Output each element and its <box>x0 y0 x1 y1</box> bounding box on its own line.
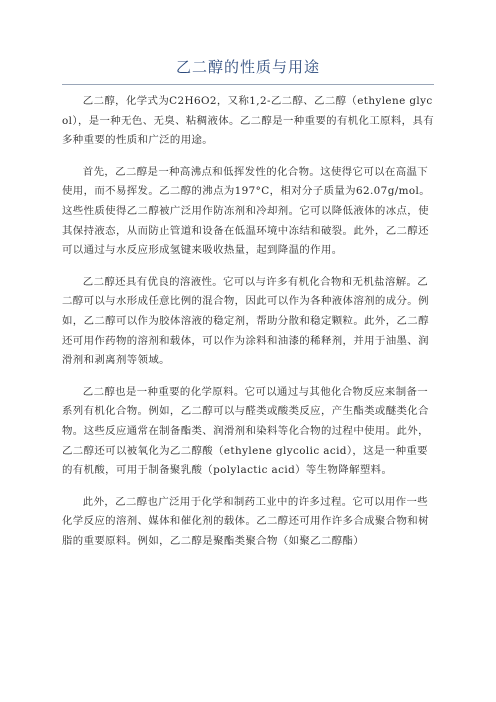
paragraph-3: 乙二醇还具有优良的溶液性。它可以与许多有机化合物和无机盐溶解。乙二醇可以与水形成任意比例的混合物，因此可以作为各种液体溶剂的成分。例如，乙二醇可以作为胶体溶液的稳定剂，帮助分散和稳定颗粒。此外，乙二醇还可用作药物的溶剂和载体，可以作为涂料和油漆的稀释剂，并用于油墨、润滑剂和剥离剂等领域。 <box>62 275 429 367</box>
title-divider <box>62 84 434 85</box>
paragraph-4: 乙二醇也是一种重要的化学原料。它可以通过与其他化合物反应来制备一系列有机化合物。例如，乙二醇可以与醛类或酸类反应，产生酯类或醚类化合物。这些反应通常在制备酯类、润滑剂和染料等化合物的过程中使用。此外，乙二醇还可以被氧化为乙二醇酸（ethylene glycolic acid），这是一种重要的有机酸，可用于制备聚乳酸（polylactic acid）等生物降解塑料。 <box>62 385 429 477</box>
paragraph-5: 此外，乙二醇也广泛用于化学和制药工业中的许多过程。它可以用作一些化学反应的溶剂、媒体和催化剂的载体。乙二醇还可用作许多合成聚合物和树脂的重要原料。例如，乙二醇是聚酯类聚合物（如聚乙二醇酯） <box>62 495 429 548</box>
paragraph-2: 首先，乙二醇是一种高沸点和低挥发性的化合物。这使得它可以在高温下使用，而不易挥发。乙二醇的沸点为197°C，相对分子质量为62.07g/mol。这些性质使得乙二醇被广泛用作防冻剂和冷却剂。它可以降低液体的冰点，使其保持液态，从而防止管道和设备在低温环境中冻结和破裂。此外，乙二醇还可以通过与水反应形成氢键来吸收热量，起到降温的作用。 <box>62 165 431 257</box>
document-body <box>62 92 436 563</box>
title-container <box>62 56 434 77</box>
paragraph-1: 乙二醇，化学式为C2H6O2，又称1,2-乙二醇、乙二醇（ethylene glycol），是一种无色、无臭、粘稠液体。乙二醇是一种重要的有机化工原料，具有多种重要的性质和广泛的用途。 <box>62 95 435 147</box>
document-title: 乙二醇的性质与用途 <box>175 58 320 76</box>
